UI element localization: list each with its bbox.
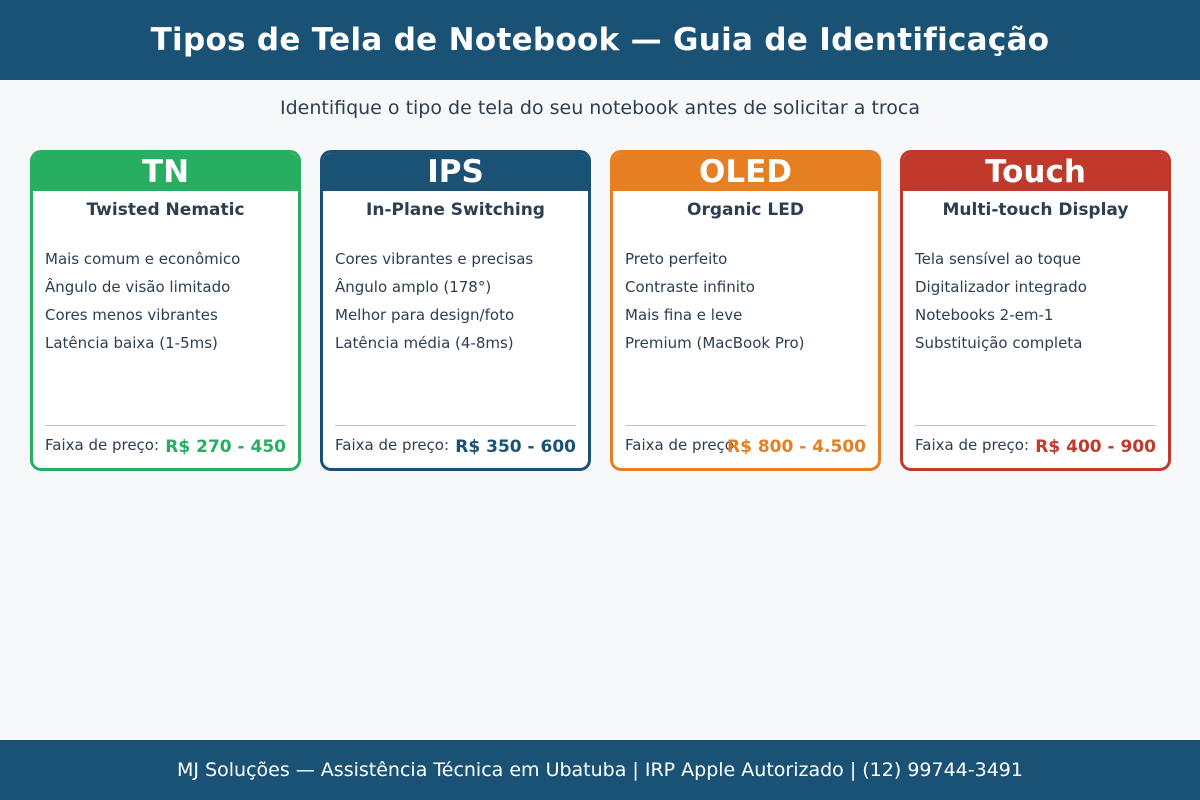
feature-item: Latência média (4-8ms)	[335, 334, 514, 352]
screen-type-full-name: Organic LED	[687, 200, 804, 220]
screen-type-full-name: In-Plane Switching	[366, 200, 545, 220]
footer-contact: MJ Soluções — Assistência Técnica em Ubatuba | IRP Apple Autorizado | (12) 99744-3491	[177, 759, 1023, 781]
screen-type-name: Touch	[985, 153, 1086, 190]
feature-item: Premium (MacBook Pro)	[625, 334, 805, 352]
divider	[335, 425, 576, 426]
screen-type-name: TN	[141, 153, 190, 190]
price-value: R$ 270 - 450	[165, 437, 286, 457]
page-footer	[0, 740, 1200, 800]
divider	[625, 425, 866, 426]
feature-item: Ângulo amplo (178°)	[335, 278, 492, 296]
feature-item: Cores menos vibrantes	[45, 306, 218, 324]
feature-item: Cores vibrantes e precisas	[335, 250, 534, 268]
card-header	[323, 153, 588, 191]
feature-item: Contraste infinito	[625, 278, 755, 296]
divider	[45, 425, 286, 426]
price-label: Faixa de preço:	[915, 436, 1030, 454]
page-header	[0, 0, 1200, 80]
card-tn	[30, 150, 301, 471]
feature-item: Tela sensível ao toque	[915, 250, 1081, 268]
feature-list	[33, 250, 298, 362]
card-header	[903, 153, 1168, 191]
feature-list	[903, 250, 1168, 362]
card-touch	[900, 150, 1171, 471]
feature-item: Preto perfeito	[625, 250, 728, 268]
feature-item: Notebooks 2-em-1	[915, 306, 1054, 324]
screen-type-full-name: Multi-touch Display	[942, 200, 1129, 220]
price-value: R$ 350 - 600	[455, 437, 576, 457]
feature-item: Ângulo de visão limitado	[45, 278, 231, 296]
feature-item: Latência baixa (1-5ms)	[45, 334, 218, 352]
screen-type-full-name: Twisted Nematic	[86, 200, 245, 220]
price-label: Faixa de preço:	[625, 436, 740, 454]
card-ips	[320, 150, 591, 471]
card-header	[613, 153, 878, 191]
screen-type-name: IPS	[427, 153, 484, 190]
page-title: Tipos de Tela de Notebook — Guia de Identificação	[150, 22, 1050, 58]
feature-item: Mais comum e econômico	[45, 250, 241, 268]
feature-item: Melhor para design/foto	[335, 306, 515, 324]
page-subtitle: Identifique o tipo de tela do seu notebook antes de solicitar a troca	[279, 97, 921, 119]
price-value: R$ 800 - 4.500	[727, 437, 866, 457]
card-header	[33, 153, 298, 191]
price-label: Faixa de preço:	[335, 436, 450, 454]
feature-list	[613, 250, 878, 362]
feature-item: Substituição completa	[915, 334, 1083, 352]
feature-item: Mais fina e leve	[625, 306, 743, 324]
screen-type-name: OLED	[698, 153, 792, 190]
price-value: R$ 400 - 900	[1035, 437, 1156, 457]
price-label: Faixa de preço:	[45, 436, 160, 454]
card-oled	[610, 150, 881, 471]
divider	[915, 425, 1156, 426]
feature-list	[323, 250, 588, 362]
feature-item: Digitalizador integrado	[915, 278, 1087, 296]
